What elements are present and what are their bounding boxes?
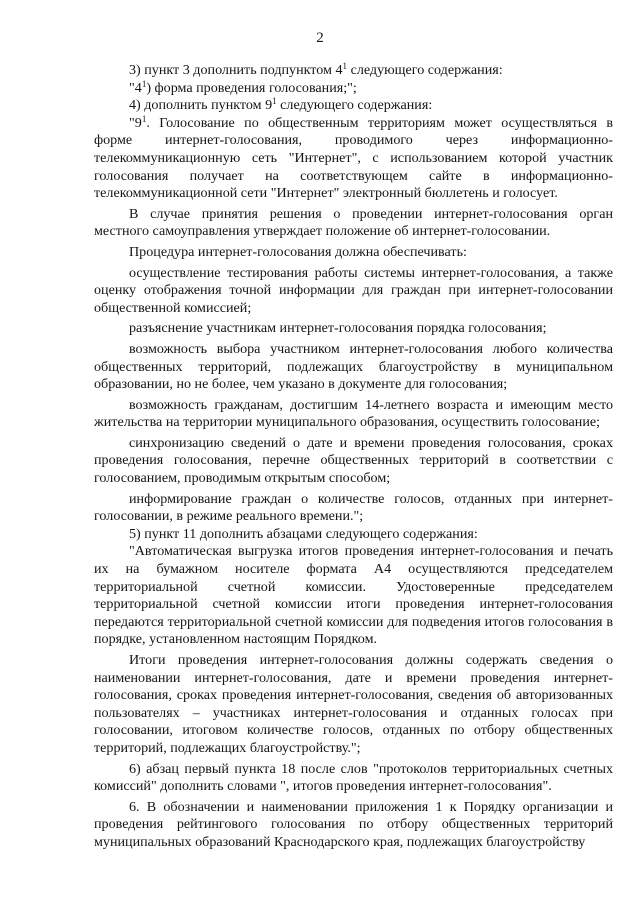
paragraph-text: . Голосование по общественным территориям может осуществляться в форме интернет-голосования, проводимого через информационно-телекоммуникационную сеть "Интернет", с использованием которой участник голосования получает на соответствующем сайте в информационно-телекоммуникационной сети "Интернет" электронный бюллетень и голосует. [94, 114, 613, 202]
document-body [94, 62, 613, 852]
superscript: 1 [141, 113, 147, 124]
paragraph-text: 3) пункт 3 дополнить подпунктом 4 [129, 62, 343, 78]
paragraph-item-9-1 [94, 115, 613, 203]
paragraph-amend-3 [94, 62, 613, 80]
paragraph-text: "4 [129, 79, 142, 96]
paragraph: Итоги проведения интернет-голосования должны содержать сведения о наименовании интернет-голосования, дате и времени проведения интернет-голосования, сроках проведения интернет-голосования, сведения об авторизованных пользователях – участниках интернет-голосования и отданных голосах при голосовании, итоговом количестве голосов, отданных по отбору общественных территорий, подлежащих благоустройству."; [94, 652, 613, 756]
paragraph-amend-6: 6) абзац первый пункта 18 после слов "протоколов территориальных счетных комиссий" дополнить словами ", итогов проведения интернет-голосования". [94, 760, 613, 795]
superscript: 1 [272, 96, 277, 107]
superscript: 1 [342, 61, 348, 71]
paragraph-subitem-4-1 [94, 80, 613, 98]
paragraph-text: ) форма проведения голосования;"; [146, 79, 357, 96]
paragraph-text: следующего содержания: [347, 62, 503, 78]
paragraph: осуществление тестирования работы системы интернет-голосования, а также оценку отображения точной информации для граждан при интернет-голосовании общественной комиссией; [94, 264, 613, 316]
paragraph: "Автоматическая выгрузка итогов проведения интернет-голосования и печать их на бумажном носителе формата А4 осуществляются председателем территориальной счетной комиссии. Удостоверенные председателем территориальной счетной комиссии итоги проведения интернет-голосования передаются территориальной счетной комиссии для подведения итогов голосования в порядке, установленном настоящим Порядком. [94, 543, 613, 648]
paragraph-amend-5: 5) пункт 11 дополнить абзацами следующего содержания: [129, 525, 478, 542]
paragraph-section-6: 6. В обозначении и наименовании приложения 1 к Порядку организации и проведения рейтингового голосования по отбору общественных территорий муниципальных образований Краснодарского края, подлежащих благоустройству [94, 798, 613, 850]
paragraph-amend-4 [94, 97, 613, 115]
page-number: 2 [316, 30, 324, 46]
paragraph: информирование граждан о количестве голосов, отданных при интернет-голосовании, в режиме реального времени."; [94, 490, 613, 525]
paragraph: Процедура интернет-голосования должна обеспечивать: [129, 243, 467, 260]
paragraph: В случае принятия решения о проведении интернет-голосования орган местного самоуправления утверждает положение об интернет-голосовании. [94, 205, 613, 240]
paragraph: разъяснение участникам интернет-голосования порядка голосования; [129, 320, 547, 337]
paragraph-text: 4) дополнить пунктом 9 [129, 97, 273, 114]
paragraph-text: следующего содержания: [276, 97, 433, 114]
paragraph-text: "9 [129, 114, 142, 131]
paragraph: возможность выбора участником интернет-голосования любого количества общественных территорий, подлежащих благоустройству в муниципальном образовании, но не более, чем указано в документе для голосования; [94, 340, 613, 393]
paragraph: синхронизацию сведений о дате и времени проведения голосования, сроках проведения голосования, перечне общественных территорий в соответствии с голосованием, проводимым открытым способом; [94, 434, 613, 487]
paragraph: возможность гражданам, достигшим 14-летнего возраста и имеющим место жительства на территории муниципального образования, осуществить голосование; [94, 396, 613, 431]
superscript: 1 [141, 78, 147, 89]
